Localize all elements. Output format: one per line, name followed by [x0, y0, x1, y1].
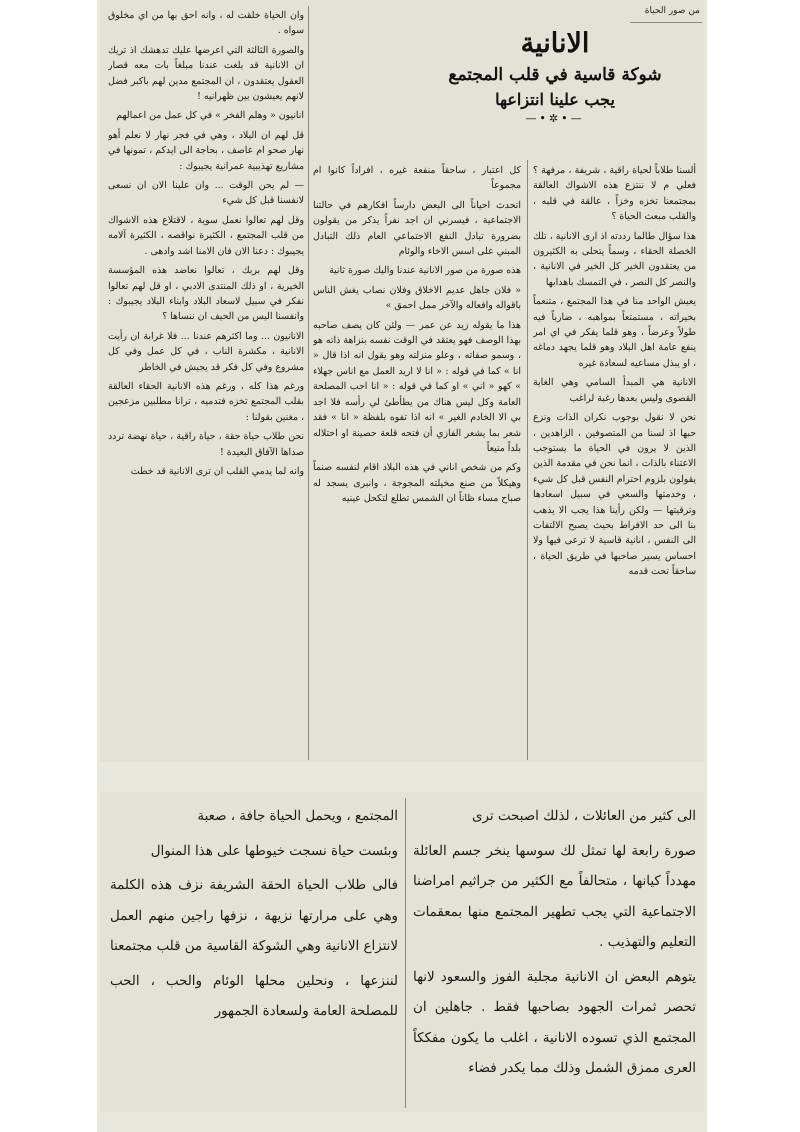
paragraph: الانانية هي المبدأ السامي وهي الغاية القصوى وليس بعدها رغبة لراغب — [533, 377, 696, 404]
paragraph: هذه صورة من صور الانانية عندنا واليك صورة ثانية — [329, 265, 521, 277]
paragraph: وان الحياة خلقت له ، وانه احق بها من اي مخلوق سواه . — [108, 10, 304, 37]
section-tag: من صور الحياة — [644, 6, 700, 16]
paragraph: اتحدث احياناً الى البعض دارساً افكارهم في حالتنا الاجتماعية ، فيسرني ان اجد نفراً يذكر من يقولون بضرورة تبادل النفع الاجتماعي العام ذلك التبادل المبني على اسس الاخاء والوئام — [313, 199, 521, 258]
column-divider — [405, 798, 406, 1108]
paragraph: يعيش الواحد منا في هذا المجتمع ، متنعماً بخيراته ، مستمتعاً بمواهبه ، ضارباً فيه طولاً وعرضاً ، وهو قلما يفكر في اي امر ينفع عامة اهل البلاد وهو قلما يجهد دماغه ، او يبذل مساعيه لسعادة غيره — [533, 296, 696, 369]
column-bottom-left-text — [110, 802, 398, 1107]
header-rule — [630, 22, 702, 23]
paragraph: كل اعتبار ، ساحقاً منفعة غيره ، افراداً كانوا ام مجموعاً — [313, 165, 521, 192]
paragraph: والصورة الثالثة التي اعرضها عليك تدهشك اذ تريك ان الانانية قد بلغت عندنا مبلغاً بات معه قصار العقول يعتقدون ، ان المجتمع مدين لهم باكبر فضل لانهم يعيشون بين ظهرانيه ! — [108, 44, 304, 103]
paragraph: ألسنا طلاباً لحياة راقية ، شريفة ، مرفهة ؟ فعلي م لا ننتزع هذه الاشواك العالقة بمجتمعنا تخزه وخزاً ، عالقة في قلبه ، والقلب مبعث الحياة ؟ — [533, 165, 696, 223]
paragraph: وانه لما يدمي القلب ان ترى الانانية قد خطت — [130, 465, 304, 477]
column-left-text — [108, 8, 304, 760]
paragraph: ورغم هذا كله ، ورغم هذه الانانية الحقاء العالقة بقلب المجتمع تخزه فتدميه ، ترانا مطلبين مزعجين ، مغنين بقولنا : — [108, 380, 304, 423]
paragraph: لننزعها ، ونحلين محلها الوئام والحب ، الحب للمصلحة العامة ولسعادة الجمهور — [110, 973, 398, 1019]
paragraph: فالى طلاب الحياة الحقة الشريفة نزف هذه الكلمة وهي على مرارتها نزيهة ، نزفها راجين منهم العمل لانتزاع الانانية وهي الشوكة القاسية من قلب مجتمعنا — [110, 878, 398, 954]
article-subtitle: شوكة قاسية في قلب المجتمع — [448, 65, 662, 85]
paragraph: انانيون « وهلم الفخر » في كل عمل من اعمالهم — [116, 110, 304, 122]
column-divider — [308, 6, 309, 760]
article-subtitle-2: يجب علينا انتزاعها — [495, 90, 615, 109]
paragraph: صورة رابعة لها تمثل لك سوسها ينخر جسم العائلة مهدداً كيانها ، متحالفاً مع الكثير من جراثيم امراضنا الاجتماعية التي يجب تطهير المجتمع منها بمعقمات التعليم والتهذيب . — [413, 843, 696, 950]
column-divider — [527, 160, 528, 760]
paragraph: وقل لهم بربك ، تعالوا نعاضد هذه المؤسسة الخيرية ، او ذلك المنتدى الادبي ، او قل لهم تعالوا نفكر في سبيل لاسعاد البلاد وابناء البلاد يجيبوك : وانفسنا اليس من الحيف ان ننساها ؟ — [108, 265, 304, 323]
paragraph: الى كثير من العائلات ، لذلك اصبحت ترى — [472, 809, 696, 824]
column-right-text — [533, 163, 696, 759]
paragraph: « فلان جاهل عديم الاخلاق وفلان نصاب يغش الناس باقواله وافعاله والآخر ممل احمق » — [313, 284, 521, 312]
paragraph: قل لهم ان البلاد ، وهي في فجر نهار لا نعلم أهو نهار صحو ام عاصف ، بحاجة الى ايدكم ، تمونها في مشاريع تهذيبية عمرانية يجيبوك : — [108, 129, 304, 172]
paragraph: هذا ما يقوله زيد عن عمر — ولئن كان يصف صاحبه بهذا الوصف فهو يعتقد في الوقت نفسه بنزاهة ذاته هو ، وسمو صفاته ، وعلو منزلته وهو يقول انه اذا قال « انا » كما في قوله : « انا لا اريد العمل مع اناس جهلاء » كهو « اني » او كما في قوله : « انا احب المصلحة العامة وكل ليس هناك من يطأطئ لي رأسه فلا اجد بي الا الخادم الغير » انه اذا تفوه بلفظة « انا » فقد شعر بما يشعر الفازي أن فتحه قلعة حصينة او احتلاله بلداً منيعاً — [313, 319, 521, 454]
column-middle-text — [313, 163, 521, 759]
article-title: الانانية — [520, 28, 590, 59]
paragraph: المجتمع ، ويحمل الحياة جافة ، صعبة — [197, 809, 398, 824]
paragraph: نحن لا نقول بوجوب نكران الذات ونزع حبها اذ لسنا من المتصوفين ، الزاهدين ، الذين لا يرون في الحياة ما يستوجب الاعتناء بالذات ، انما نحن في مقدمة الذين يقولون بلزوم احترام النفس قبل كل شيء ، وخدمتها والسعي في سبيل اسعادها وترقيتها — ولكن رأينا هذا يجب الا يذهب بنا الى حد الافراط بحيث يصبح الالتفات الى النفس ، انانية قاسية لا ترعى فيها ولا احساس يسير صاحبها في طريق الحياة ، ساحقاً تحت قدمه — [533, 412, 696, 578]
article-title-block — [420, 26, 690, 126]
paragraph: وبئست حياة نسجت خيوطها على هذا المنوال — [150, 843, 398, 859]
paragraph: نحن طلاب حياة حقة ، حياة راقية ، حياة نهضة تردد صداها الآفاق البعيدة ! — [108, 431, 304, 458]
paragraph: — لم يحن الوقت ... وان علينا الان ان نسعى لانفسنا قبل كل شيء — [108, 180, 304, 207]
column-bottom-right-text — [413, 802, 696, 1107]
paragraph: هذا سؤال طالما رددته اذ ارى الانانية ، تلك الخصلة الحقاء ، وسماً يتحلى به الكثيرون من يعتقدون الخير كل الخير في الانانية ، والنصر كل النصر ، في التمسك باهدابها — [533, 230, 696, 288]
paragraph: وكم من شخص اناني في هذه البلاد اقام لنفسه صنماً وهيكلاً من صنع مخيلته المجوجة ، وانبرى يسجد له صباح مساء ظاناً ان الشمس تطلع لتكحل عينيه — [313, 462, 521, 505]
paragraph: وقل لهم تعالوا نعمل سوية ، لاقتلاع هذه الاشواك من قلب المجتمع ، الكثيرة نواقصه ، الكثيرة آلامه يجيبوك : دعنا الان فان الامنا اشد وادهى . — [108, 214, 304, 257]
paragraph: يتوهم البعض ان الانانية مجلبة الفوز والسعود لانها تحصر ثمرات الجهود بصاحبها فقط . جاهلين ان المجتمع الذي تسوده الانانية ، اغلب ما يكون مفككاً العرى ممزق الشمل وذلك مما يكدر فضاء — [413, 969, 696, 1076]
paragraph: الانانيون ... وما اكثرهم عندنا ... فلا غرابة ان رأيت الانانية ، مكشرة الناب ، في كل عمل وفي كل مشروع وفي كل فكر قد يجيش في الخاطر — [108, 330, 304, 373]
title-ornament: —•✲•— — [525, 112, 585, 125]
